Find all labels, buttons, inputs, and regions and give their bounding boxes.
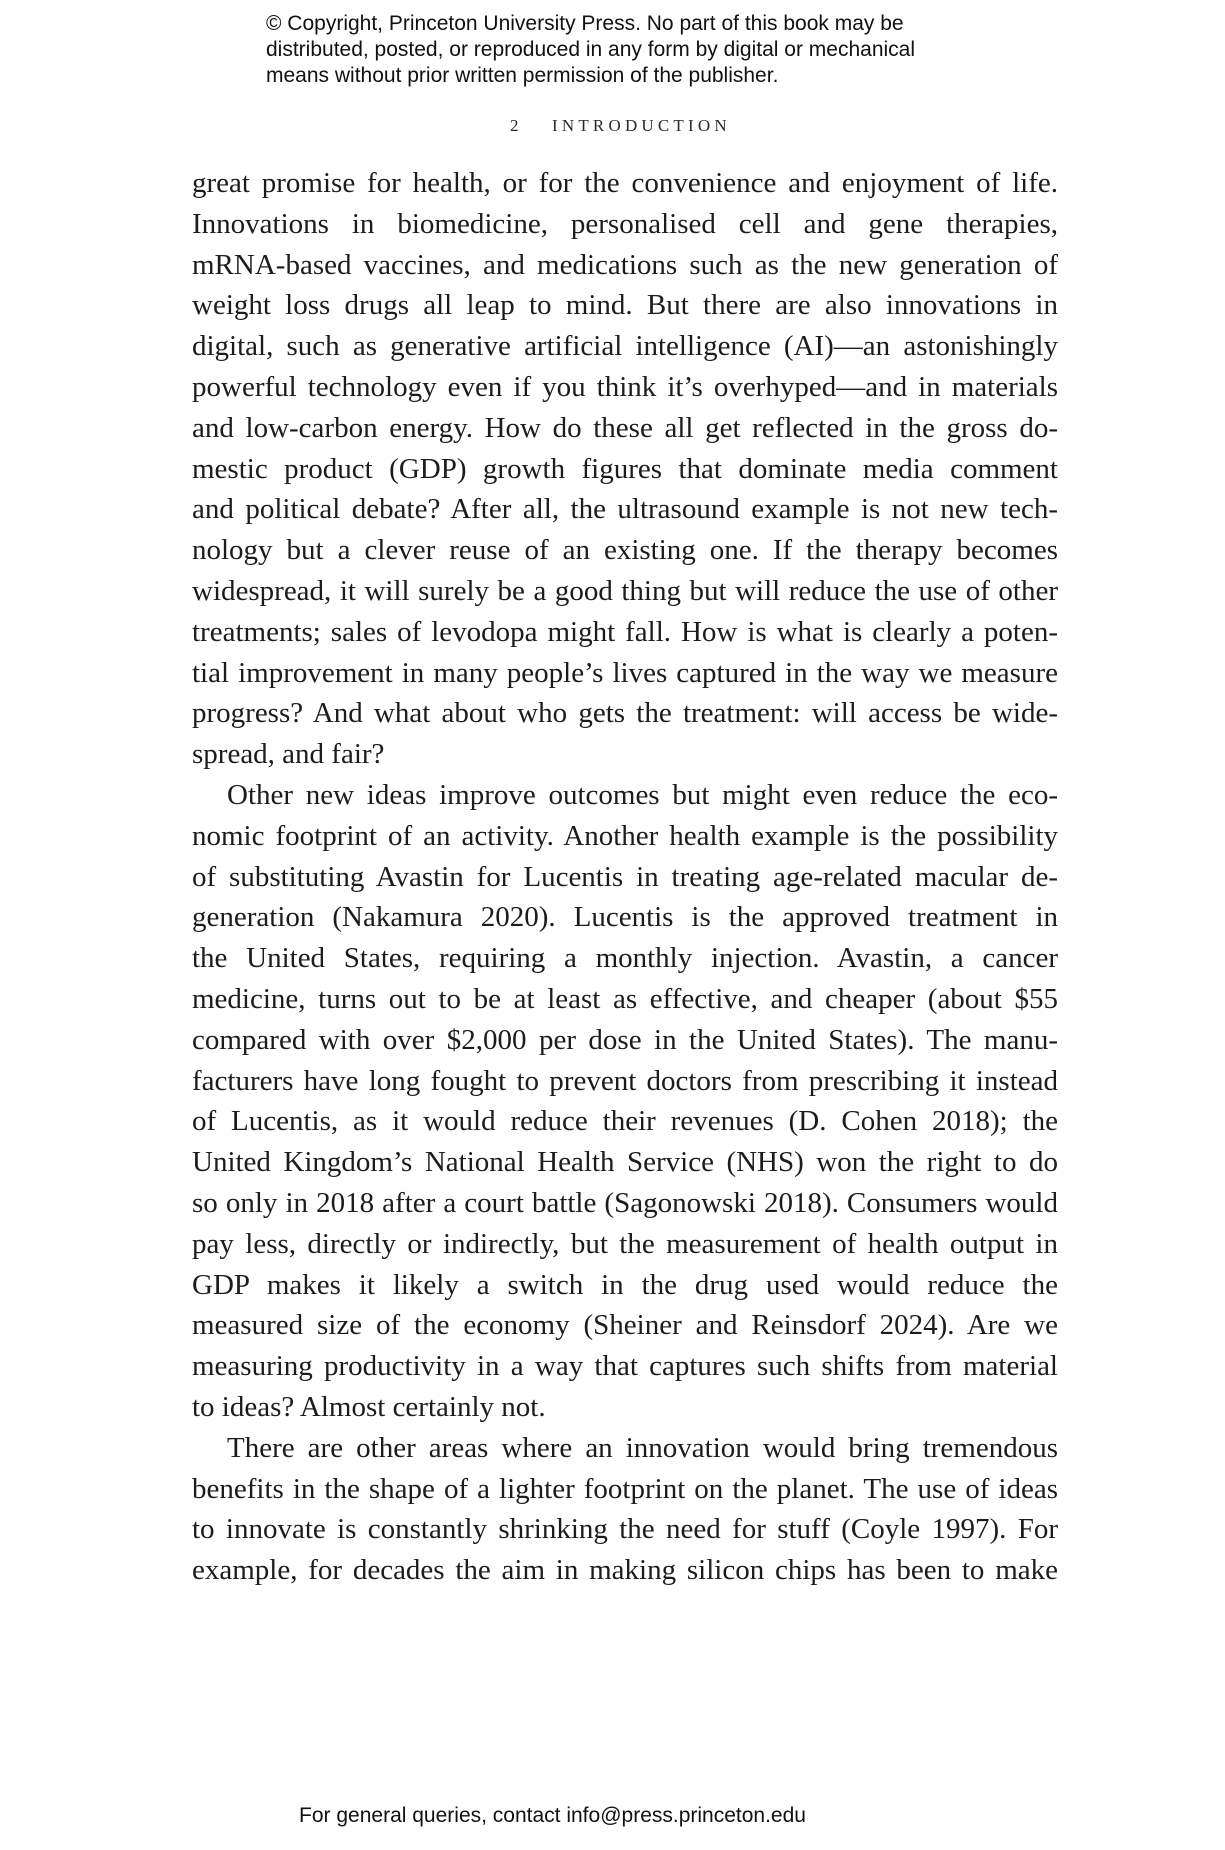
text-line: generation (Nakamura 2020). Lucentis is the approved treatment in	[192, 901, 1058, 934]
text-line: and political debate? After all, the ultrasound example is not new tech-	[192, 493, 1058, 526]
contact-text: For general queries, contact info@press.princeton.edu	[299, 1804, 806, 1827]
text-line: great promise for health, or for the convenience and enjoyment of life.	[192, 167, 1058, 199]
body-text	[192, 163, 1058, 1591]
copyright-line: distributed, posted, or reproduced in any form by digital or mechanical	[266, 38, 916, 61]
text-line: powerful technology even if you think it’s overhyped—and in materials	[192, 370, 1058, 403]
text-line: spread, and fair?	[192, 738, 385, 771]
text-line: There are other areas where an innovation would bring tremendous	[227, 1431, 1058, 1464]
text-line: mestic product (GDP) growth figures that dominate media comment	[192, 452, 1058, 485]
paragraph	[192, 1428, 1058, 1591]
text-line: GDP makes it likely a switch in the drug used would reduce the	[192, 1268, 1058, 1301]
text-line: Innovations in biomedicine, personalised cell and gene therapies,	[192, 207, 1058, 240]
text-line: measuring productivity in a way that captures such shifts from material	[192, 1350, 1058, 1383]
paragraph	[192, 775, 1058, 1428]
text-line: to ideas? Almost certainly not.	[192, 1390, 546, 1423]
page-number: 2	[510, 116, 519, 135]
text-line: nomic footprint of an activity. Another health example is the possibility	[192, 819, 1058, 852]
text-line: weight loss drugs all leap to mind. But there are also innovations in	[192, 289, 1058, 322]
copyright-line: means without prior written permission of the publisher.	[266, 64, 779, 87]
text-line: United Kingdom’s National Health Service (NHS) won the right to do	[192, 1146, 1058, 1179]
text-line: nology but a clever reuse of an existing one. If the therapy becomes	[192, 534, 1058, 567]
text-line: and low-carbon energy. How do these all get reflected in the gross do-	[192, 411, 1058, 444]
text-line: to innovate is constantly shrinking the need for stuff (Coyle 1997). For	[192, 1513, 1058, 1546]
text-line: progress? And what about who gets the treatment: will access be wide-	[192, 697, 1058, 730]
text-line: widespread, it will surely be a good thing but will reduce the use of other	[192, 574, 1058, 607]
text-line: pay less, directly or indirectly, but the measurement of health output in	[192, 1227, 1058, 1260]
text-line: tial improvement in many people’s lives captured in the way we measure	[192, 656, 1058, 689]
section-title: INTRODUCTION	[552, 116, 731, 135]
text-line: mRNA-based vaccines, and medications such as the new generation of	[192, 248, 1058, 281]
copyright-notice	[266, 11, 1026, 89]
text-line: Other new ideas improve outcomes but might even reduce the eco-	[227, 778, 1058, 811]
text-line: compared with over $2,000 per dose in the United States). The manu-	[192, 1023, 1058, 1056]
footer	[0, 1803, 1225, 1829]
text-line: digital, such as generative artificial intelligence (AI)—an astonishingly	[192, 330, 1058, 363]
text-line: facturers have long fought to prevent doctors from prescribing it instead	[192, 1064, 1058, 1097]
text-line: treatments; sales of levodopa might fall. How is what is clearly a poten-	[192, 615, 1058, 648]
text-line: benefits in the shape of a lighter footprint on the planet. The use of ideas	[192, 1472, 1058, 1505]
text-line: measured size of the economy (Sheiner and Reinsdorf 2024). Are we	[192, 1309, 1058, 1342]
text-line: the United States, requiring a monthly injection. Avastin, a cancer	[192, 942, 1058, 975]
text-line: of Lucentis, as it would reduce their revenues (D. Cohen 2018); the	[192, 1105, 1058, 1138]
copyright-line: © Copyright, Princeton University Press. No part of this book may be	[266, 12, 904, 35]
text-line: example, for decades the aim in making silicon chips has been to make	[192, 1554, 1058, 1587]
text-line: so only in 2018 after a court battle (Sagonowski 2018). Consumers would	[192, 1186, 1058, 1219]
paragraph	[192, 163, 1058, 775]
text-line: medicine, turns out to be at least as effective, and cheaper (about $55	[192, 982, 1058, 1015]
text-line: of substituting Avastin for Lucentis in treating age-related macular de-	[192, 860, 1058, 893]
